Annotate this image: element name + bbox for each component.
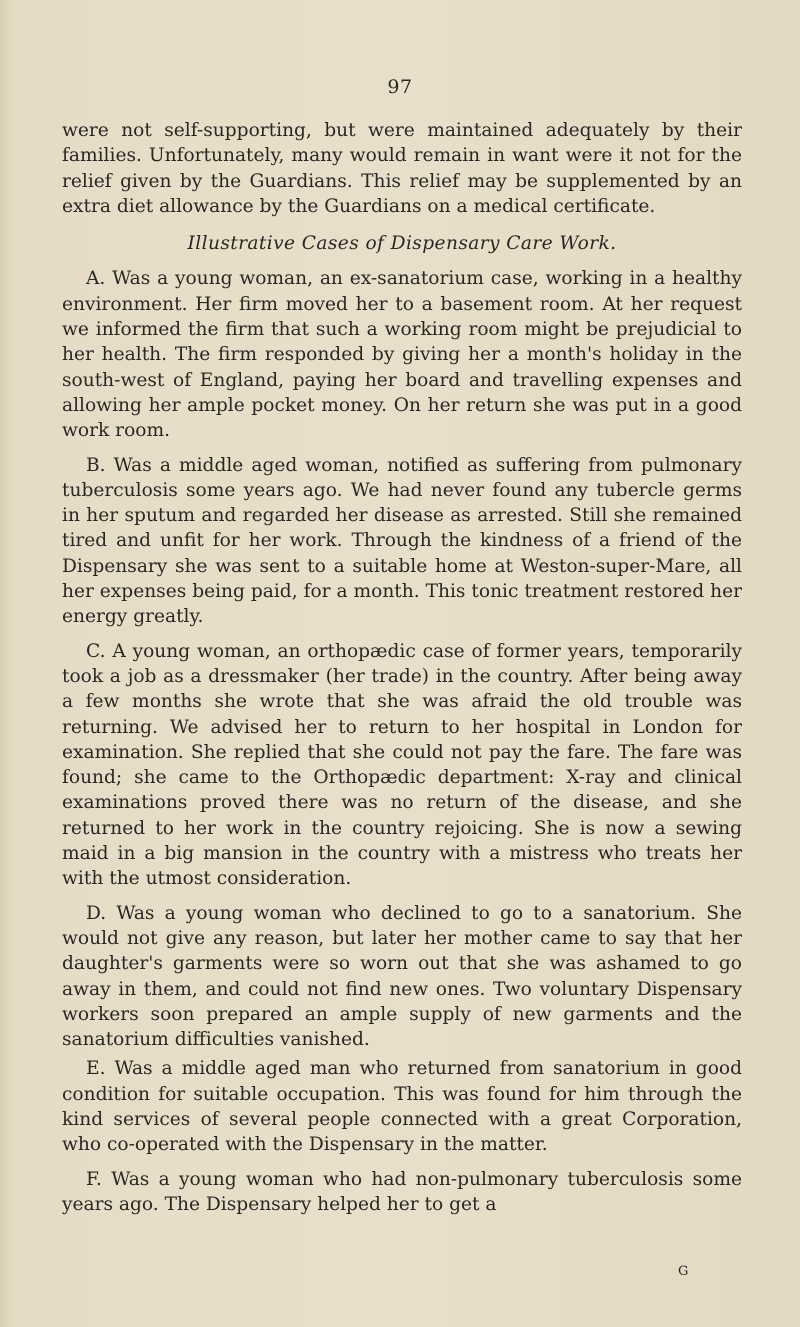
page-body bbox=[62, 118, 742, 1217]
case-a-paragraph: A. Was a young woman, an ex-sanatorium case, working in a healthy environment. Her firm moved her to a basement room. At her request we informed the firm that such a working room might be prejudicial to her health. The firm responded by giving her a month's holiday in the south-west of England, paying her board and travelling expenses and allowing her ample pocket money. On her return she was put in a good work room. bbox=[62, 268, 742, 442]
section-heading: Illustrative Cases of Dispensary Care Work. bbox=[187, 233, 617, 255]
case-e-paragraph: E. Was a middle aged man who returned from sanatorium in good condition for suitable occupation. This was found for him through the kind services of several people connected with a great Corporation, who co-operated with the Dispensary in the matter. bbox=[62, 1058, 742, 1156]
case-f-paragraph: F. Was a young woman who had non-pulmonary tuberculosis some years ago. The Dispensary helped her to get a bbox=[62, 1168, 742, 1215]
intro-paragraph: were not self-supporting, but were maintained adequately by their families. Unfortunately, many would remain in want were it not for the relief given by the Guardians. This relief may be supplemented by an extra diet allowance by the Guardians on a medical certificate. bbox=[62, 120, 742, 217]
signature-mark: G bbox=[678, 1264, 689, 1279]
page-number: 97 bbox=[387, 76, 413, 98]
case-b-paragraph: B. Was a middle aged woman, notified as suffering from pulmonary tuberculosis some years ago. We had never found any tubercle germs in her sputum and regarded her disease as arrested. Still she remained tired and unfit for her work. Through the kindness of a friend of the Dispensary she was sent to a suitable home at Weston-super-Mare, all her expenses being paid, for a month. This tonic treatment restored her energy greatly. bbox=[62, 454, 742, 628]
case-c-paragraph: C. A young woman, an orthopædic case of former years, temporarily took a job as a dressmaker (her trade) in the country. After being away a few months she wrote that she was afraid the old trouble was returning. We advised her to return to her hospital in London for examination. She replied that she could not pay the fare. The fare was found; she came to the Orthopædic department: X-ray and clinical examinations proved there was no return of the disease, and she returned to her work in the country rejoicing. She is now a sewing maid in a big mansion in the country with a mistress who treats her with the utmost consideration. bbox=[62, 640, 742, 890]
case-d-paragraph: D. Was a young woman who declined to go to a sanatorium. She would not give any reason, but later her mother came to say that her daughter's garments were so worn out that she was ashamed to go away in them, and could not find new ones. Two voluntary Dispensary workers soon prepared an ample supply of new garments and the sanatorium difficulties vanished. bbox=[62, 902, 742, 1051]
